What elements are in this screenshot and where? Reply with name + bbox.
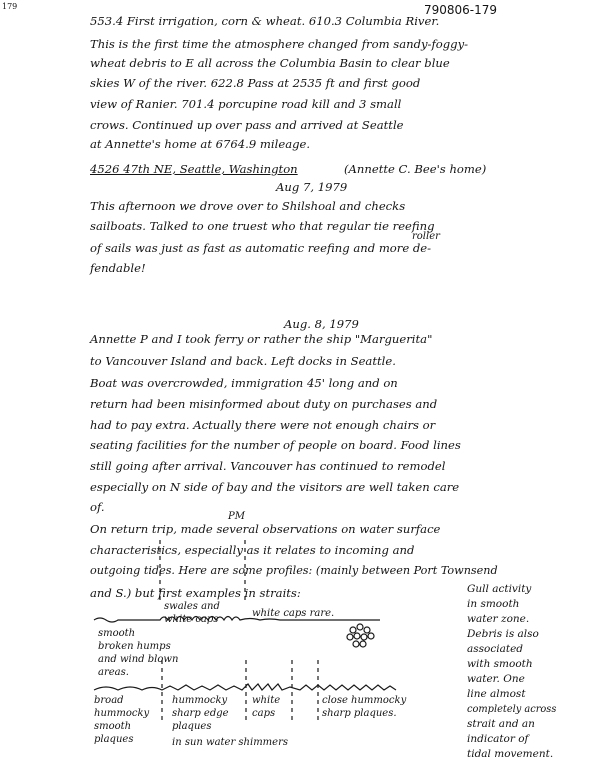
entry3-line: characteristics, especially as it relates to incoming and [90, 543, 415, 557]
entry3-line: On return trip, made several observations on water surface [90, 522, 441, 536]
debris-cluster-icon [347, 624, 374, 647]
label-swales-whitecaps: swales and white caps [164, 601, 220, 625]
entry3-line: still going after arrival. Vancouver has continued to remodel [90, 459, 446, 473]
label-smooth-areas: smooth broken humps and wind blown areas. [98, 628, 179, 678]
entry3-line: and S.) but first examples in straits: [90, 586, 301, 600]
entry2-line: of sails was just as fast as automatic reefing and more de- [90, 241, 432, 255]
entry2-insert-word: roller [412, 231, 440, 242]
entry1-line: This is the first time the atmosphere changed from sandy-foggy- [90, 37, 469, 51]
entry1-line: wheat debris to E all across the Columbia Basin to clear blue [90, 56, 450, 70]
entry3-line: had to pay extra. Actually there were not enough chairs or [90, 418, 436, 432]
entry1-line: at Annette's home at 6764.9 mileage. [90, 137, 311, 151]
sidenote-line: indicator of [467, 733, 529, 745]
sidenote-line: Gull activity [467, 583, 532, 595]
entry2-heading: 4526 47th NE, Seattle, Washington [90, 162, 298, 176]
sidenote-line: tidal movement. [467, 748, 554, 760]
label-whitecaps-rare: white caps rare. [252, 608, 335, 619]
sidenote-line: associated [467, 643, 524, 655]
entry3-line: outgoing tides. Here are some profiles: (mainly between Port Townsend [90, 564, 498, 577]
entry3-date: Aug. 8, 1979 [284, 317, 359, 331]
page-number: 179 [2, 2, 18, 11]
profile-dividers [160, 540, 318, 720]
entry1-line: crows. Continued up over pass and arrived at Seattle [90, 118, 404, 132]
entry1-line: skies W of the river. 622.8 Pass at 2535 ft and first good [90, 76, 421, 90]
entry3-line: seating facilities for the number of people on board. Food lines [90, 438, 461, 452]
label-broad-plaques: broad hummocky smooth plaques [94, 695, 150, 745]
label-hummocky-sharp: hummocky sharp edge plaques [172, 695, 229, 732]
entry3-line: return had been misinformed about duty on purchases and [90, 397, 438, 411]
sidenote-line: completely across [467, 704, 557, 715]
document-id: 790806-179 [424, 3, 498, 17]
label-sun-shimmers: in sun water shimmers [172, 737, 288, 748]
entry2-heading-note: (Annette C. Bee's home) [344, 162, 487, 176]
entry1-line: view of Ranier. 701.4 porcupine road kill and 3 small [90, 97, 402, 111]
sidenote-line: line almost [467, 688, 526, 700]
label-white-caps: white caps [252, 695, 281, 719]
sidenote-line: water zone. [467, 613, 530, 625]
sidenote-line: in smooth [467, 598, 520, 610]
entry3-line: Boat was overcrowded, immigration 45' long and on [90, 376, 398, 390]
entry3-line: of. [90, 500, 105, 514]
entry2-date: Aug 7, 1979 [276, 180, 348, 194]
profile-line-2 [94, 684, 396, 690]
sidenote-line: with smooth [467, 658, 533, 670]
entry3-line: to Vancouver Island and back. Left docks in Seattle. [90, 354, 396, 368]
entry2-line: sailboats. Talked to one truest who that regular tie reefing [90, 219, 435, 233]
entry3-line: Annette P and I took ferry or rather the ship "Marguerita" [90, 332, 433, 346]
entry3-line: especially on N side of bay and the visitors are well taken care [90, 480, 460, 494]
entry3-insert-word: PM [228, 511, 245, 522]
entry2-line: fendable! [90, 261, 146, 275]
entry1-line: 553.4 First irrigation, corn & wheat. 610.3 Columbia River. [90, 14, 440, 28]
entry2-line: This afternoon we drove over to Shilshoal and checks [90, 199, 406, 213]
sidenote-line: Debris is also [467, 628, 539, 640]
sidenote-line: water. One [467, 673, 525, 685]
profile-line-1 [94, 617, 380, 623]
label-close-hummocky: close hummocky sharp plaques. [322, 695, 407, 719]
sidenote-line: strait and an [467, 718, 535, 730]
